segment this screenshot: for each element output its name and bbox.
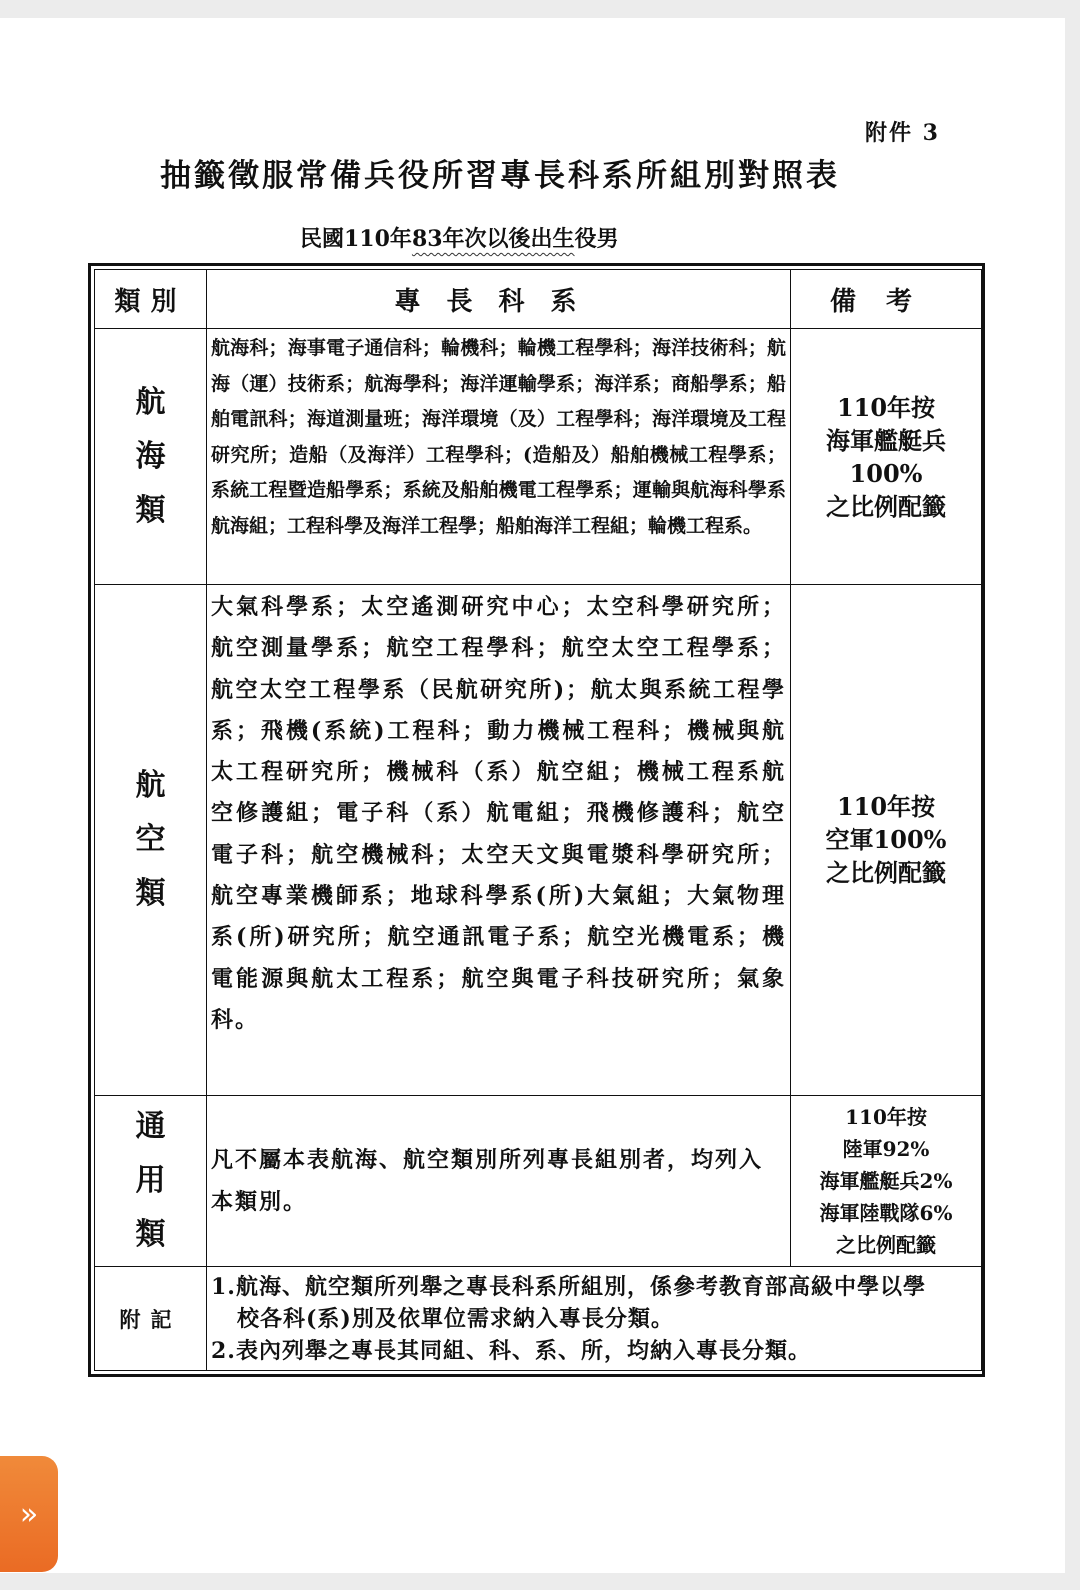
table-row-navigation <box>95 329 982 585</box>
specialty-navigation: 航海科；海事電子通信科；輪機科；輪機工程學科；海洋技術科；航海（運）技術系；航海學科；海洋運輸學系；海洋系；商船學系；船舶電訊科；海道測量班；海洋環境（及）工程學科；海洋環境及工程研究所；造船（及海洋）工程學科；(造船及）船舶機械工程學系；系統工程暨造船學系；系統及船舶機電工程學系；運輸與航海科學系航海組；工程科學及海洋工程學；船舶海洋工程組；輪機工程系。 <box>207 329 791 585</box>
table-header-row <box>95 270 982 329</box>
table-row-appendix <box>95 1267 982 1371</box>
specialty-general: 凡不屬本表航海、航空類別所列專長組別者，均列入本類別。 <box>207 1095 791 1266</box>
subtitle-underlined: 83年次以後出生 <box>411 226 575 252</box>
comparison-table <box>88 263 985 1377</box>
subtitle-suffix: 役男 <box>574 226 619 252</box>
table-row-aviation <box>95 585 982 1096</box>
appendix-note-1-cont: 校各科(系)別及依單位需求納入專長分類。 <box>237 1305 674 1332</box>
specialty-aviation: 大氣科學系；太空遙測研究中心；太空科學研究所；航空測量學系；航空工程學科；航空太空工程學系；航空太空工程學系（民航研究所)；航太與系統工程學系；飛機(系統)工程科；動力機械工程科；機械與航太工程研究所；機械科（系）航空組；機械工程系航空修護組；電子科（系）航電組；飛機修護科；航空電子科；航空機械科；太空天文與電漿科學研究所；航空專業機師系；地球科學系(所)大氣組；大氣物理系(所)研究所；航空通訊電子系；航空光機電系；機電能源與航太工程系；航空與電子科技研究所；氣象科。 <box>207 585 791 1096</box>
appendix-label: 附記 <box>95 1267 207 1371</box>
category-general: 通 用 類 <box>95 1095 207 1266</box>
subtitle-prefix: 民國110年 <box>300 226 412 252</box>
document-subtitle <box>300 222 619 253</box>
remarks-aviation: 110年按 空軍100% 之比例配籤 <box>791 585 982 1096</box>
appendix-note-1: 1.航海、航空類所列舉之專長科系所組別，係參考教育部高級中學以學 <box>211 1273 926 1300</box>
header-specialty: 專長科系 <box>207 270 791 329</box>
appendix-note-2: 2.表內列舉之專長其同組、科、系、所，均納入專長分類。 <box>211 1337 811 1364</box>
remarks-navigation: 110年按 海軍艦艇兵100% 之比例配籤 <box>791 329 982 585</box>
attachment-label: 附件 3 <box>865 120 940 146</box>
double-chevron-right-icon: » <box>19 1496 39 1532</box>
remarks-general: 110年按 陸軍92% 海軍艦艇兵2% 海軍陸戰隊6% 之比例配籤 <box>791 1095 982 1266</box>
table-row-general <box>95 1095 982 1266</box>
document-title: 抽籤徵服常備兵役所習專長科系所組別對照表 <box>160 158 840 194</box>
expand-panel-button[interactable] <box>0 1456 58 1572</box>
category-navigation: 航 海 類 <box>95 329 207 585</box>
category-aviation: 航 空 類 <box>95 585 207 1096</box>
header-category: 類別 <box>95 270 207 329</box>
header-remarks: 備考 <box>791 270 982 329</box>
appendix-notes <box>207 1267 982 1371</box>
